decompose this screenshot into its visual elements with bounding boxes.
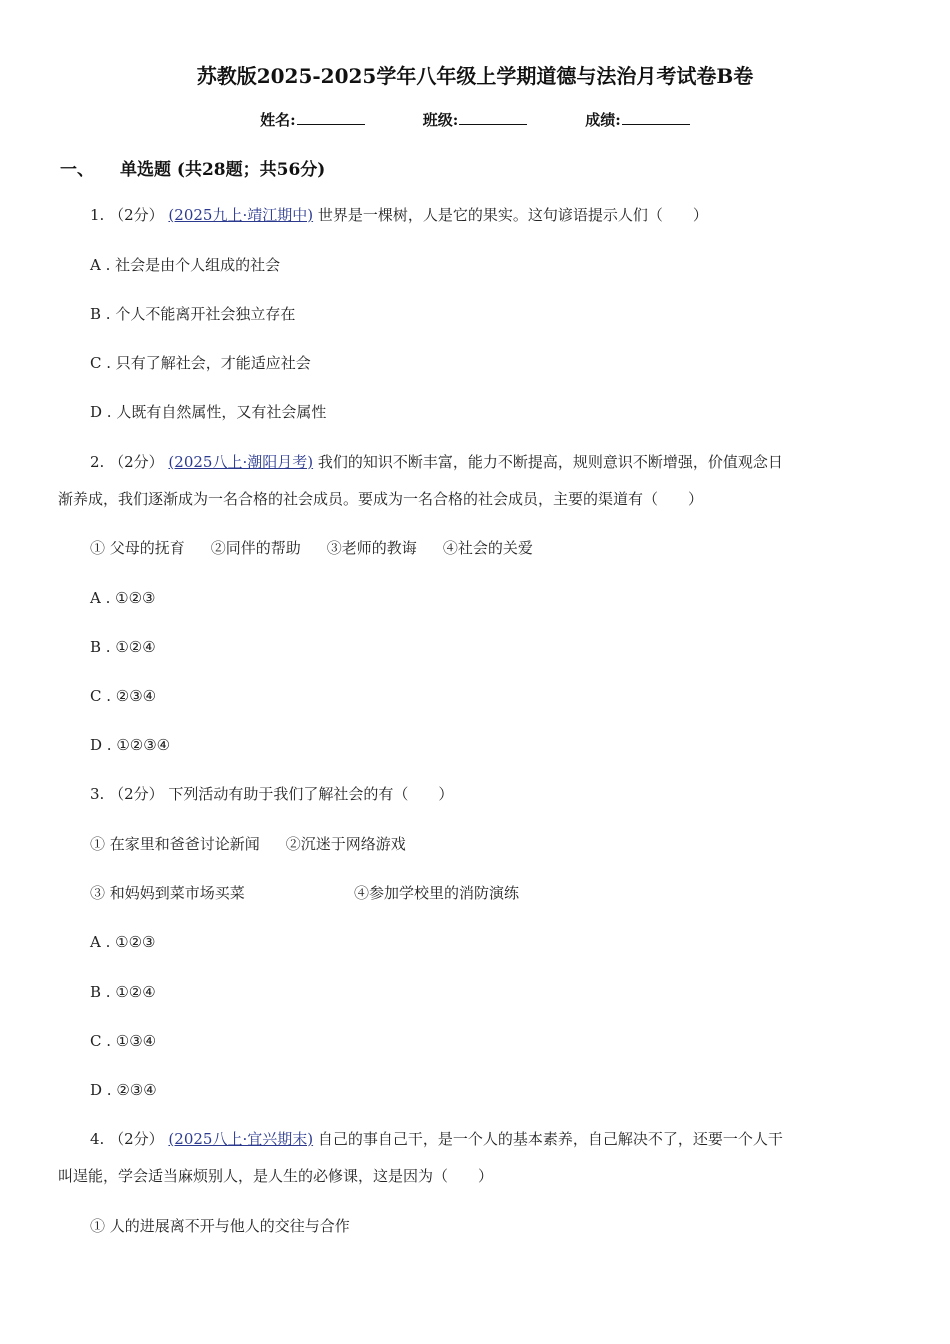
question-2-option-c: C . ②③④ (90, 687, 157, 705)
question-number: 1. (90, 206, 105, 224)
question-number: 4. (90, 1130, 105, 1148)
section-title: 单选题 (共28题；共56分) (120, 160, 326, 180)
question-2-option-a: A . ①②③ (90, 589, 156, 607)
question-1-stem (90, 205, 708, 225)
name-field (260, 109, 365, 130)
question-2-items (90, 538, 533, 558)
question-3-items-row-1 (90, 834, 406, 854)
page-title: 苏教版2025-2025学年八年级上学期道德与法治月考试卷B卷 (196, 64, 754, 88)
statement-item: ③ 和妈妈到菜市场买菜 (90, 884, 245, 902)
question-source-link[interactable]: (2025九上·靖江期中) (168, 206, 314, 224)
question-2-option-b: B . ①②④ (90, 638, 156, 656)
question-2-stem (90, 452, 783, 472)
score-blank[interactable] (622, 110, 690, 125)
statement-item: ③老师的教诲 (326, 539, 417, 557)
question-number: 3. (90, 785, 105, 803)
question-3-option-a: A . ①②③ (90, 933, 156, 951)
question-1-option-b: B . 个人不能离开社会独立存在 (90, 305, 296, 323)
statement-item: ① 父母的抚育 (90, 539, 185, 557)
question-2-stem-continued: 渐养成，我们逐渐成为一名合格的社会成员。要成为一名合格的社会成员，主要的渠道有（ ） (58, 490, 704, 508)
student-info-row (0, 109, 950, 130)
statement-item: ②沉迷于网络游戏 (285, 835, 406, 853)
question-text: 自己的事自己干，是一个人的基本素养，自己解决不了，还要一个人干 (317, 1130, 783, 1148)
statement-item: ②同伴的帮助 (210, 539, 301, 557)
class-label: 班级: (422, 111, 459, 129)
question-score: （2分） (109, 785, 164, 803)
score-field (585, 109, 690, 130)
name-label: 姓名: (260, 111, 296, 129)
question-4-stem-continued: 叫逞能，学会适当麻烦别人，是人生的必修课，这是因为（ ） (58, 1167, 494, 1185)
question-score: （2分） (109, 453, 164, 471)
question-source-link[interactable]: (2025八上·宜兴期末) (168, 1130, 314, 1148)
question-score: （2分） (109, 206, 164, 224)
question-text: 我们的知识不断丰富，能力不断提高，规则意识不断增强，价值观念日 (317, 453, 783, 471)
question-4-stem (90, 1129, 783, 1149)
class-blank[interactable] (459, 110, 527, 125)
section-heading (60, 155, 325, 180)
score-label: 成绩: (585, 111, 621, 129)
question-1-option-a: A . 社会是由个人组成的社会 (90, 256, 281, 274)
question-number: 2. (90, 453, 105, 471)
question-3-stem (90, 784, 453, 804)
question-3-option-c: C . ①③④ (90, 1032, 157, 1050)
question-1-option-c: C . 只有了解社会，才能适应社会 (90, 354, 311, 372)
section-number: 一、 (60, 160, 94, 180)
statement-item: ④参加学校里的消防演练 (354, 884, 520, 902)
question-source-link[interactable]: (2025八上·潮阳月考) (168, 453, 314, 471)
question-3-items-row-2 (90, 883, 519, 903)
question-score: （2分） (109, 1130, 164, 1148)
question-4-item-1: ① 人的进展离不开与他人的交往与合作 (90, 1217, 350, 1235)
statement-item: ① 在家里和爸爸讨论新闻 (90, 835, 260, 853)
statement-item: ④社会的关爱 (442, 539, 533, 557)
question-3-option-b: B . ①②④ (90, 983, 156, 1001)
question-text: 世界是一棵树，人是它的果实。这句谚语提示人们（ ） (317, 206, 708, 224)
class-field (423, 109, 528, 130)
question-3-option-d: D . ②③④ (90, 1081, 157, 1099)
name-blank[interactable] (297, 110, 365, 125)
question-2-option-d: D . ①②③④ (90, 736, 171, 754)
question-text: 下列活动有助于我们了解社会的有（ ） (168, 785, 454, 803)
question-1-option-d: D . 人既有自然属性，又有社会属性 (90, 403, 327, 421)
